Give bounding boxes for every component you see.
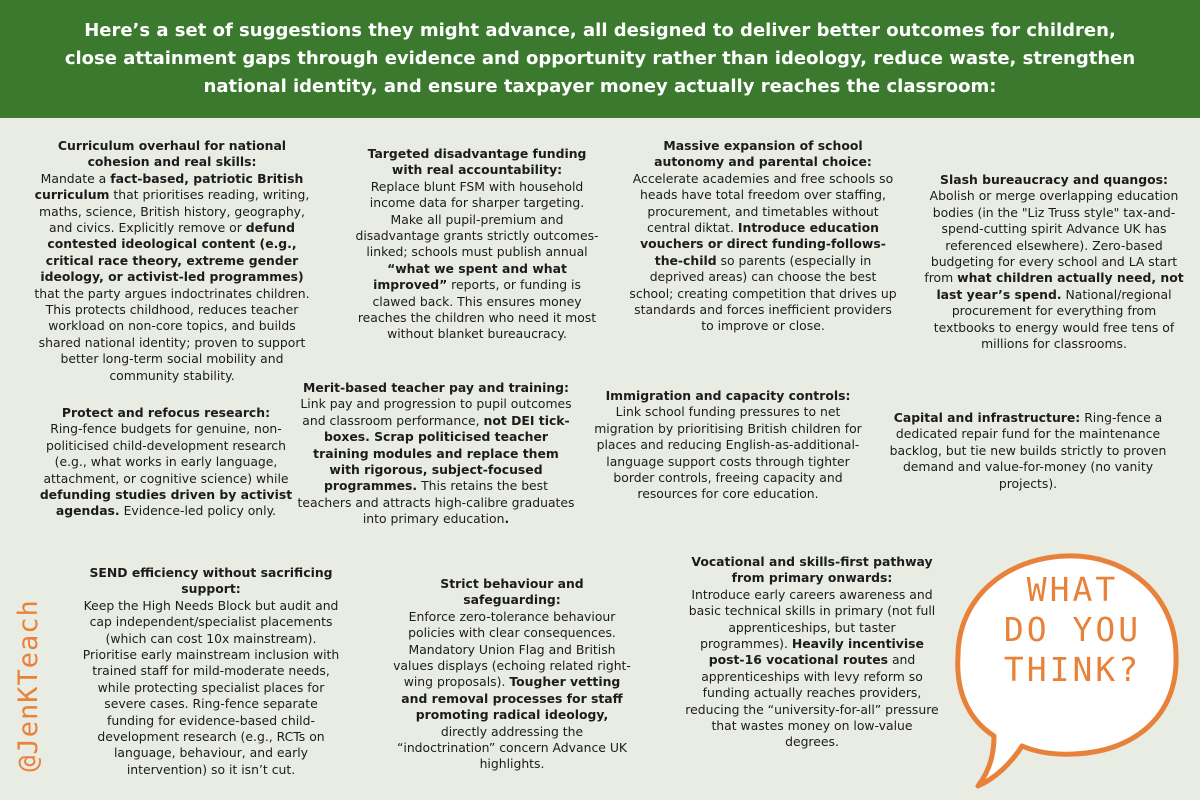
block-bold-text: fact-based, patriotic British curriculum: [34, 170, 304, 203]
block-text: that the party argues indoctrinates children. This protects childhood, reduces teacher workload on non-core topics, and builds shared national identity; proven to support better long-term social mobility and community stability.: [34, 285, 310, 383]
bubble-line: WHAT: [1026, 570, 1119, 609]
block-text: that prioritises reading, writing, maths, science, British history, geography, and civics. Explicitly remove or: [39, 187, 310, 236]
block-bold-text: what children actually need, not last year’s spend.: [936, 270, 1184, 302]
block-behaviour: [392, 576, 632, 773]
author-handle-text: @JenKTeach: [12, 598, 44, 772]
block-title: Protect and refocus research:: [61, 405, 271, 420]
block-bold-text: Introduce education vouchers or direct funding-follows-the-child: [640, 220, 886, 268]
block-immigration: [590, 388, 866, 503]
block-text: Link school funding pressures to net migration by prioritising British children for places and reducing English-as-additional-language support costs through tighter border controls, freeing capacity and resources for core education.: [594, 404, 862, 502]
block-bold-text: Tougher vetting and removal processes for staff promoting radical ideology,: [401, 674, 623, 723]
block-text: Introduce early careers awareness and basic technical skills in primary (not full apprenticeships, but taster programmes).: [688, 586, 936, 652]
block-text: and apprenticeships with levy reform so funding actually reaches providers, reducing the “university-for-all” pressure that wastes money on low-value degrees.: [685, 652, 939, 750]
block-title: Capital and infrastructure:: [893, 410, 1081, 425]
block-text: Ring-fence a dedicated repair fund for the maintenance backlog, but tie new builds strictly to proven demand and value-for-money (no vanity projects).: [889, 410, 1167, 491]
block-title: Vocational and skills-first pathway from primary onwards:: [691, 554, 933, 586]
block-text: Link pay and progression to pupil outcomes and classroom performance,: [300, 396, 572, 428]
bubble-line: THINK?: [1003, 650, 1142, 689]
block-curriculum: [32, 138, 312, 384]
block-text: This retains the best teachers and attracts high-calibre graduates into primary education: [297, 478, 575, 527]
block-text: Mandate a: [40, 170, 111, 186]
block-text: Evidence-led policy only.: [119, 503, 277, 519]
block-vocational: [684, 554, 940, 751]
block-text: Ring-fence budgets for genuine, non-politicised child-development research (e.g., what works in early language, attachment, or cognitive science) while: [43, 421, 289, 486]
block-text: National/regional procurement for everything from textbooks to energy would free tens of millions for classrooms.: [933, 286, 1175, 352]
block-text: Abolish or merge overlapping education bodies (in the "Liz Truss style" tax-and-spend-cutting spirit Advance UK has referenced elsewhere). Zero-based budgeting for every school and LA start from: [924, 188, 1179, 286]
block-capital: [880, 410, 1176, 492]
block-bureaucracy: [922, 172, 1186, 352]
block-title: SEND efficiency without sacrificing support:: [89, 565, 333, 597]
header-banner: [0, 0, 1200, 118]
author-handle: [4, 575, 52, 795]
block-teacher: [296, 380, 576, 528]
block-bold-text: not DEI tick-boxes. Scrap politicised teacher training modules and replace them with rigorous, subject-focused programmes.: [313, 412, 570, 494]
block-title: Targeted disadvantage funding with real accountability:: [367, 146, 587, 178]
block-title: Strict behaviour and safeguarding:: [440, 576, 584, 608]
block-text: reports, or funding is clawed back. This ensures money reaches the children who need it most without blanket bureaucracy.: [357, 277, 597, 342]
block-research: [36, 405, 296, 520]
block-text: Enforce zero-tolerance behaviour policies with clear consequences. Mandatory Union Flag and British values displays (echoing related right-wing proposals).: [393, 608, 631, 690]
block-title: Massive expansion of school autonomy and parental choice:: [654, 138, 872, 170]
block-bold-text: Heavily incentivise post-16 vocational routes: [708, 636, 924, 668]
block-text: Keep the High Needs Block but audit and cap independent/specialist placements (which can cost 10x mainstream). Prioritise early mainstream inclusion with trained staff for mild-moderate needs, while protecting specialist places for severe cases. Ring-fence separate funding for evidence-based child-development research (e.g., RCTs on language, behaviour, and early intervention) so it isn’t cut.: [82, 597, 340, 777]
block-autonomy: [628, 138, 898, 335]
bubble-line: DO YOU: [1003, 610, 1142, 649]
block-bold-text: “what we spent and what improved”: [373, 260, 567, 293]
bubble-text: [985, 570, 1160, 690]
block-text: Replace blunt FSM with household income data for sharper targeting. Make all pupil-premium and disadvantage grants strictly outcomes-linked; schools must publish annual: [355, 178, 599, 260]
block-title: Slash bureaucracy and quangos:: [940, 172, 1168, 187]
block-bold-text: .: [504, 511, 510, 527]
block-bold-text: defund contested ideological content (e.g., critical race theory, extreme gender ideology, or activist-led programmes): [40, 220, 304, 285]
block-text: directly addressing the “indoctrination” concern Advance UK highlights.: [396, 723, 628, 772]
block-text: Accelerate academies and free schools so heads have total freedom over staffing, procurement, and timetables without central diktat.: [632, 170, 894, 236]
block-title: Curriculum overhaul for national cohesion and real skills:: [57, 138, 287, 170]
block-title: Merit-based teacher pay and training:: [303, 380, 569, 395]
block-bold-text: defunding studies driven by activist agendas.: [39, 487, 293, 519]
block-text: so parents (especially in deprived areas) can choose the best school; creating competition that drives up standards and forces inefficient providers to improve or close.: [629, 252, 897, 334]
header-text: Here’s a set of suggestions they might advance, all designed to deliver better outcomes for children, close attainment gaps through evidence and opportunity rather than ideology, reduce waste, strengthen national identity, and ensure taxpayer money actually reaches the classroom:: [64, 20, 1136, 97]
block-disadvantage: [352, 146, 602, 343]
block-title: Immigration and capacity controls:: [605, 388, 851, 403]
block-send: [80, 565, 342, 778]
